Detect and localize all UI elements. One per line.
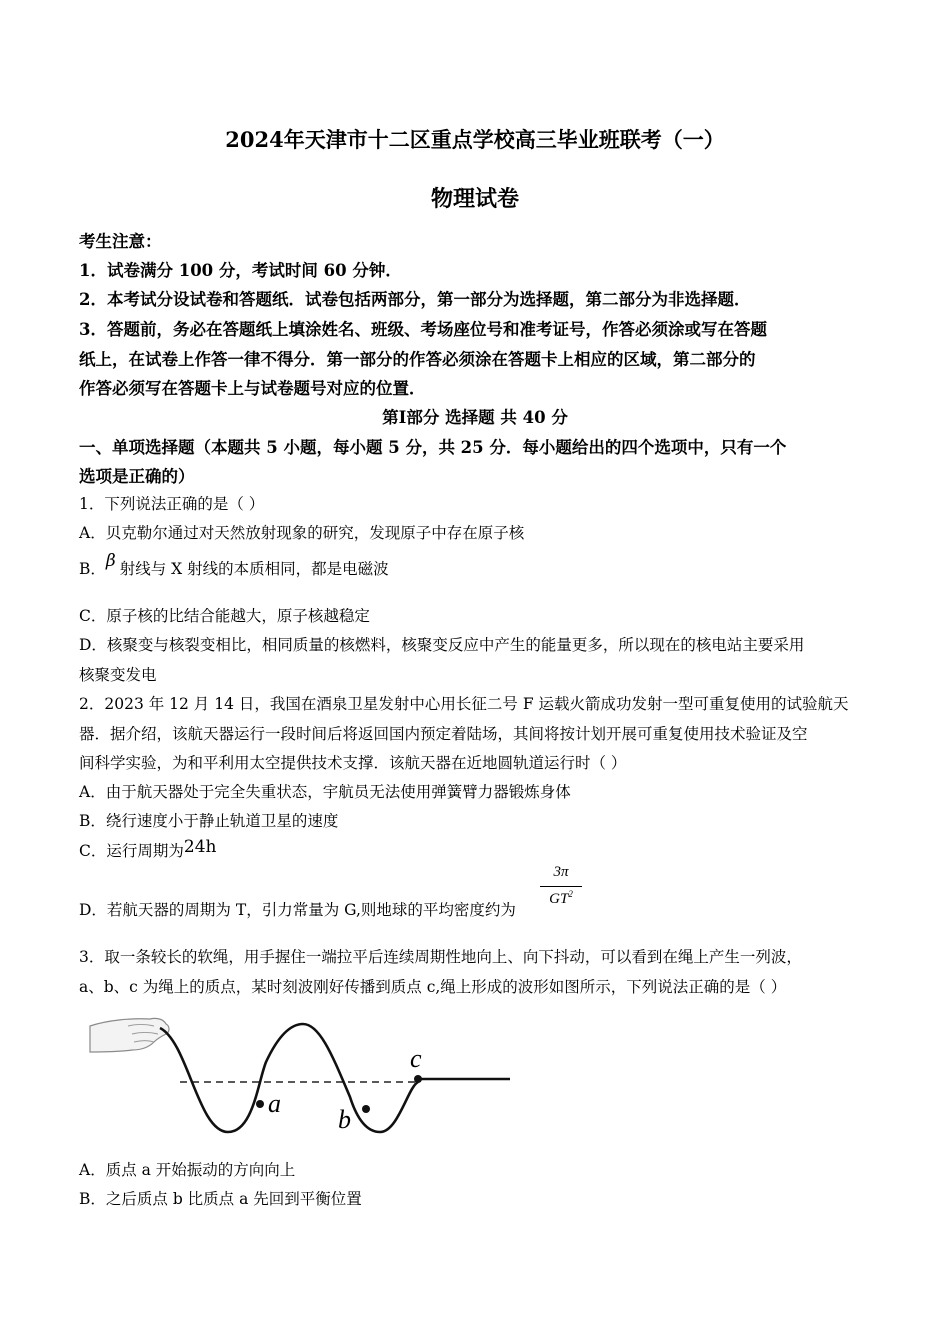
density-fraction: [540, 864, 582, 908]
fraction-bar: [540, 886, 582, 887]
point-a: [256, 1100, 264, 1108]
q2-option-d: D．若航天器的周期为 T，引力常量为 G,则地球的平均密度约为: [79, 901, 516, 919]
q2-option-c-value: 24h: [183, 837, 217, 857]
q1-option-b: [79, 551, 389, 579]
section-1-heading-b: 选项是正确的）: [79, 467, 195, 486]
notice-line-3b: 纸上，在试卷上作答一律不得分．第一部分的作答必须涂在答题卡上相应的区域，第二部分的: [79, 350, 756, 369]
q1-option-b-prefix: B．: [79, 560, 106, 578]
q2-stem-line1: 2．2023 年 12 月 14 日，我国在酒泉卫星发射中心用长征二号 F 运载火箭成功发射一型可重复使用的试验航天: [79, 695, 849, 713]
fraction-exponent: 2: [568, 889, 573, 899]
fraction-denominator-base: GT: [549, 891, 569, 907]
q1-stem: 1．下列说法正确的是（ ）: [79, 495, 265, 513]
wave-curve: [160, 1024, 418, 1132]
notice-line-3c: 作答必须写在答题卡上与试卷题号对应的位置．: [79, 379, 426, 398]
q1-option-a: A．贝克勒尔通过对天然放射现象的研究，发现原子中存在原子核: [79, 524, 525, 542]
q2-option-a: A．由于航天器处于完全失重状态，宇航员无法使用弹簧臂力器锻炼身体: [79, 783, 571, 801]
notice-heading: 考生注意：: [79, 232, 162, 251]
point-b: [362, 1105, 370, 1113]
q2-option-c: [79, 839, 216, 861]
rope-wave-figure: [88, 1012, 518, 1142]
exam-title: 2024年天津市十二区重点学校高三毕业班联考（一）: [225, 127, 725, 152]
notice-line-1: 1．试卷满分 100 分，考试时间 60 分钟．: [79, 261, 402, 280]
label-c: c: [410, 1044, 422, 1073]
q2-stem-line3: 间科学实验，为和平利用太空提供技术支撑．该航天器在近地圆轨道运行时（ ）: [79, 754, 627, 772]
q1-option-d-line2: 核聚变发电: [79, 666, 157, 684]
q1-option-d-line1: D．核聚变与核裂变相比，相同质量的核燃料，核聚变反应中产生的能量更多，所以现在的核电站主要采用: [79, 636, 805, 654]
hand-illustration: [90, 1018, 169, 1052]
q1-option-b-text: 射线与 X 射线的本质相同，都是电磁波: [119, 560, 389, 578]
point-c: [414, 1075, 422, 1083]
label-b: b: [338, 1105, 351, 1134]
fraction-numerator: 3π: [553, 864, 569, 880]
q3-stem-line2: a、b、c 为绳上的质点，某时刻波刚好传播到质点 c,绳上形成的波形如图所示，下列说法正确的是（ ）: [79, 978, 787, 996]
q2-stem-line2: 器．据介绍，该航天器运行一段时间后将返回国内预定着陆场，其间将按计划开展可重复使用技术验证及空: [79, 725, 808, 743]
q1-option-c: C．原子核的比结合能越大，原子核越稳定: [79, 607, 370, 625]
part-1-heading: 第Ⅰ部分 选择题 共 40 分: [382, 408, 568, 427]
notice-line-2: 2．本考试分设试卷和答题纸．试卷包括两部分，第一部分为选择题，第二部分为非选择题．: [79, 290, 751, 309]
q2-option-c-prefix: C．运行周期为: [79, 842, 184, 860]
exam-subtitle: 物理试卷: [430, 186, 519, 212]
q3-option-a: A．质点 a 开始振动的方向向上: [79, 1161, 296, 1179]
section-1-heading-a: 一、单项选择题（本题共 5 小题，每小题 5 分，共 25 分．每小题给出的四个选项中，只有一个: [79, 438, 787, 457]
q3-stem-line1: 3．取一条较长的软绳，用手握住一端拉平后连续周期性地向上、向下抖动，可以看到在绳上产生一列波，: [79, 948, 802, 966]
notice-line-3a: 3．答题前，务必在答题纸上填涂姓名、班级、考场座位号和准考证号，作答必须涂或写在答题: [79, 320, 767, 339]
q3-option-b: B．之后质点 b 比质点 a 先回到平衡位置: [79, 1190, 362, 1208]
fraction-denominator: [540, 889, 582, 908]
beta-symbol: β: [105, 551, 116, 571]
q2-option-b: B．绕行速度小于静止轨道卫星的速度: [79, 812, 339, 830]
label-a: a: [268, 1089, 281, 1118]
